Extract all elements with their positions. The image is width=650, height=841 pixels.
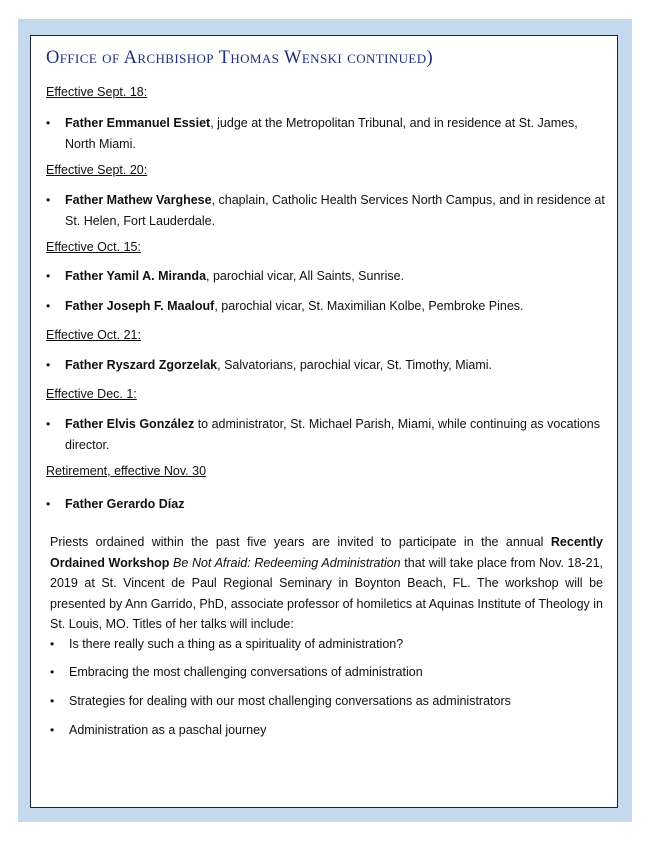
page-title: Office of Archbishop Thomas Wenski continued): [46, 48, 434, 68]
talk-item: [50, 720, 600, 741]
priest-name: Father Emmanuel Essiet: [65, 116, 211, 130]
workshop-event-title: Be Not Afraid: Redeeming Administration: [173, 555, 401, 570]
workshop-intro: Priests ordained within the past five years are invited to participate in the annual: [50, 535, 551, 549]
section-heading: Effective Oct. 15:: [46, 240, 141, 254]
list-item: [46, 355, 606, 376]
talk-item: [50, 662, 600, 683]
bullet: •: [50, 723, 55, 737]
section-heading: Effective Oct. 21:: [46, 328, 141, 342]
assignment-text: , Salvatorians, parochial vicar, St. Timothy, Miami.: [217, 358, 493, 372]
talk-item: [50, 634, 600, 655]
assignment-text: to administrator, St. Michael Parish, Miami, while continuing as vocations director.: [65, 417, 600, 452]
bullet: •: [46, 269, 51, 283]
bullet: •: [46, 417, 51, 431]
priest-name: Father Ryszard Zgorzelak: [65, 358, 218, 372]
bullet: •: [46, 358, 51, 372]
section-heading: Effective Sept. 18:: [46, 85, 148, 99]
bullet: •: [46, 299, 51, 313]
bullet: •: [46, 193, 51, 207]
priest-name: Father Elvis González: [65, 417, 195, 431]
section-heading: Effective Dec. 1:: [46, 387, 137, 401]
list-item: [46, 494, 606, 515]
priest-name: Father Yamil A. Miranda: [65, 269, 207, 283]
talk-title: Is there really such a thing as a spirituality of administration?: [69, 637, 404, 651]
assignment-text: , parochial vicar, St. Maximilian Kolbe, Pembroke Pines.: [214, 299, 524, 313]
assignment-text: , parochial vicar, All Saints, Sunrise.: [206, 269, 405, 283]
list-item: [46, 296, 606, 317]
assignment-text: , chaplain, Catholic Health Services North Campus, and in residence at St. Helen, Fort Lauderdale.: [65, 193, 605, 228]
workshop-event-name: Recently Ordained Workshop: [50, 535, 603, 570]
section-heading: Retirement, effective Nov. 30: [46, 464, 207, 478]
talk-title: Administration as a paschal journey: [69, 723, 267, 737]
list-item: [46, 113, 606, 154]
bullet: •: [50, 637, 55, 651]
list-item: [46, 266, 606, 287]
list-item: [46, 414, 606, 455]
priest-name: Father Gerardo Díaz: [65, 497, 185, 511]
priest-name: Father Joseph F. Maalouf: [65, 299, 215, 313]
workshop-details: that will take place from Nov. 18-21, 2019 at St. Vincent de Paul Regional Seminary in Boynton Beach, FL. The workshop will be presented by Ann Garrido, PhD, associate professor of homiletics at Aquinas Institute of Theology in St. Louis, MO. Titles of her talks will include:: [50, 555, 603, 631]
workshop-paragraph: [50, 532, 603, 635]
bullet: •: [46, 116, 51, 130]
talk-title: Strategies for dealing with our most challenging conversations as administrators: [69, 694, 511, 708]
list-item: [46, 190, 606, 231]
talk-title: Embracing the most challenging conversations of administration: [69, 665, 423, 679]
bullet: •: [50, 665, 55, 679]
bullet: •: [50, 694, 55, 708]
talk-item: [50, 691, 600, 712]
priest-name: Father Mathew Varghese: [65, 193, 212, 207]
assignment-text: , judge at the Metropolitan Tribunal, and in residence at St. James, North Miami.: [65, 116, 578, 151]
section-heading: Effective Sept. 20:: [46, 163, 148, 177]
bullet: •: [46, 497, 51, 511]
